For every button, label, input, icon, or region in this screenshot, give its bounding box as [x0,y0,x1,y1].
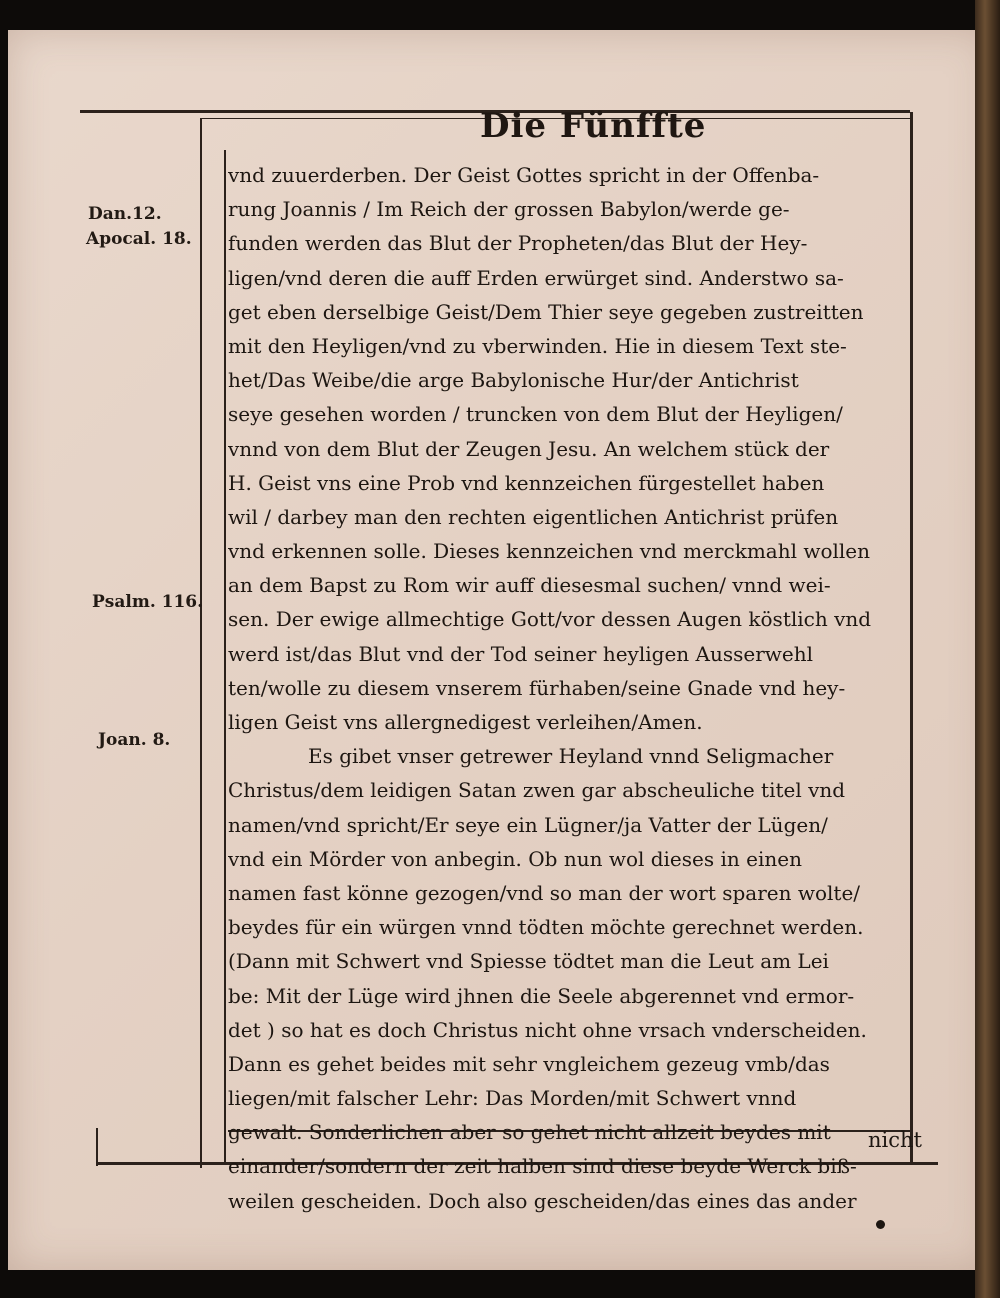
body-line: seye gesehen worden / truncken von dem Blut der Heyligen/ [228,402,843,427]
body-line: vnd erkennen solle. Dieses kennzeichen vnd merckmahl wollen [228,539,871,564]
body-line: (Dann mit Schwert vnd Spiesse tödtet man die Leut am Lei [228,949,829,974]
body-line: vnd zuuerderben. Der Geist Gottes spricht in der Offenba- [228,163,820,187]
margin-note-joan: Joan. 8. [98,730,171,750]
body-line: be: Mit der Lüge wird jhnen die Seele abgerennet vnd ermor- [228,983,855,1008]
margin-note-apocal: Apocal. 18. [86,229,192,249]
body-line: werd ist/das Blut vnd der Tod seiner heyligen Ausserwehl [228,641,814,666]
body-line: vnnd von dem Blut der Zeugen Jesu. An welchem stück der [228,436,830,461]
body-line: namen fast könne gezogen/vnd so man der wort sparen wolte/ [228,880,861,905]
catchword: nicht [868,1128,922,1152]
body-line: get eben derselbige Geist/Dem Thier seye gegeben zustreitten [228,299,864,324]
body-line: Dann es gehet beides mit sehr vngleichem gezeug vmb/das [228,1051,830,1076]
ink-dot [876,1220,885,1229]
body-line: het/Das Weibe/die arge Babylonische Hur/der Antichrist [228,368,799,393]
margin-note-dan: Dan.12. [88,204,162,224]
body-line: mit den Heyligen/vnd zu vberwinden. Hie in diesem Text ste- [228,333,847,358]
body-line: gewalt. Sonderlichen aber so gehet nicht allzeit beydes mit [228,1120,831,1145]
body-line: ligen/vnd deren die auff Erden erwürget sind. Anderstwo sa- [228,265,844,290]
margin-note-psalm: Psalm. 116. [92,592,204,612]
body-text [228,158,928,1218]
text-left-rule [224,150,226,1162]
running-header: Die Fünffte [480,106,707,146]
body-line: sen. Der ewige allmechtige Gott/vor dessen Augen köstlich vnd [228,607,872,632]
body-line: det ) so hat es doch Christus nicht ohne vrsach vnderscheiden. [228,1017,867,1042]
body-line: liegen/mit falscher Lehr: Das Morden/mit Schwert vnnd [228,1086,797,1111]
body-line: rung Joannis / Im Reich der grossen Babylon/werde ge- [228,197,790,222]
body-line: ten/wolle zu diesem vnserem fürhaben/seine Gnade vnd hey- [228,675,846,700]
book-spine [975,0,1000,1298]
body-line: funden werden das Blut der Propheten/das Blut der Hey- [228,231,808,256]
body-line: Christus/dem leidigen Satan zwen gar abscheuliche titel vnd [228,778,846,803]
body-line: einander/sondern der zeit halben sind diese beyde Werck biß- [228,1154,857,1179]
body-line: beydes für ein würgen vnnd tödten möchte gerechnet werden. [228,915,864,940]
left-outer-rule [96,1128,98,1166]
body-line: vnd ein Mörder von anbegin. Ob nun wol dieses in einen [228,846,802,871]
body-line: an dem Bapst zu Rom wir auff diesesmal suchen/ vnnd wei- [228,573,831,598]
body-line: namen/vnd spricht/Er seye ein Lügner/ja Vatter der Lügen/ [228,812,828,837]
body-line: weilen gescheiden. Doch also gescheiden/das eines das ander [228,1188,857,1213]
margin-column-rule [200,118,202,1168]
body-line: wil / darbey man den rechten eigentlichen Antichrist prüfen [228,504,839,529]
body-line: H. Geist vns eine Prob vnd kennzeichen fürgestellet haben [228,470,825,495]
body-line: ligen Geist vns allergnedigest verleihen/Amen. [228,710,703,734]
body-line: Es gibet vnser getrewer Heyland vnnd Seligmacher [308,744,834,769]
